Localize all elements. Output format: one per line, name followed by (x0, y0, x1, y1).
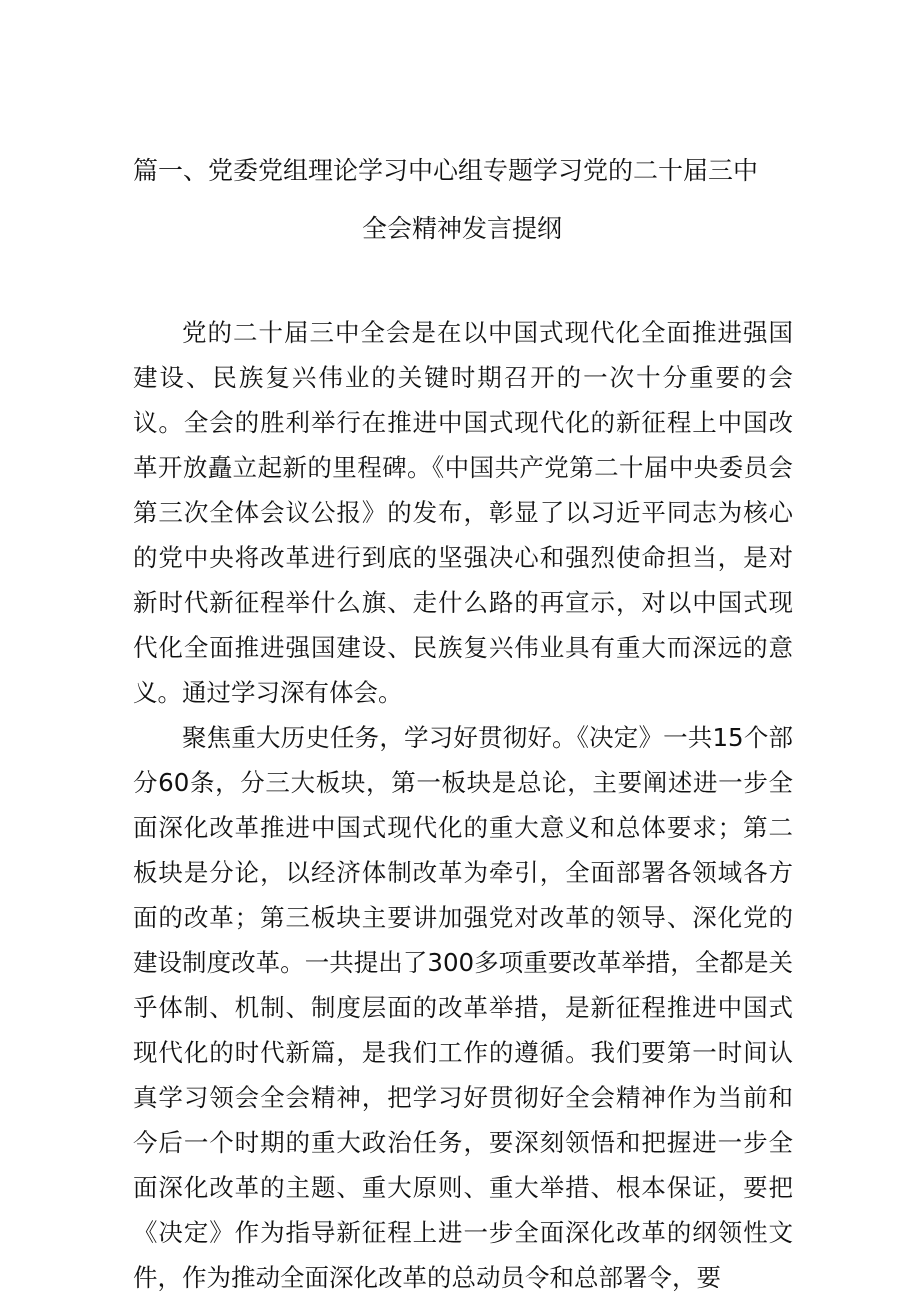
document-body (133, 310, 793, 1300)
body-paragraph-2: 聚焦重大历史任务，学习好贯彻好。《决定》一共15个部分60条，分三大板块，第一板块是总论，主要阐述进一步全面深化改革推进中国式现代化的重大意义和总体要求；第二板块是分论，以经济体制改革为牵引，全面部署各领域各方面的改革；第三板块主要讲加强党对改革的领导、深化党的建设制度改革。一共提出了300多项重要改革举措，全都是关乎体制、机制、制度层面的改革举措，是新征程推进中国式现代化的时代新篇，是我们工作的遵循。我们要第一时间认真学习领会全会精神，把学习好贯彻好全会精神作为当前和今后一个时期的重大政治任务，要深刻领悟和把握进一步全面深化改革的主题、重大原则、重大举措、根本保证，要把《决定》作为指导新征程上进一步全面深化改革的纲领性文件，作为推动全面深化改革的总动员令和总部署令，要 (133, 723, 793, 1292)
document-title-line-1: 篇一、党委党组理论学习中心组专题学习党的二十届三中 (133, 156, 759, 185)
body-paragraph-1: 党的二十届三中全会是在以中国式现代化全面推进强国建设、民族复兴伟业的关键时期召开的一次十分重要的会议。全会的胜利举行在推进中国式现代化的新征程上中国改革开放矗立起新的里程碑。《中国共产党第二十届中央委员会第三次全体会议公报》的发布，彰显了以习近平同志为核心的党中央将改革进行到底的坚强决心和强烈使命担当，是对新时代新征程举什么旗、走什么路的再宣示，对以中国式现代化全面推进强国建设、民族复兴伟业具有重大而深远的意义。通过学习深有体会。 (133, 318, 793, 707)
document-title-line-2: 全会精神发言提纲 (361, 214, 562, 243)
